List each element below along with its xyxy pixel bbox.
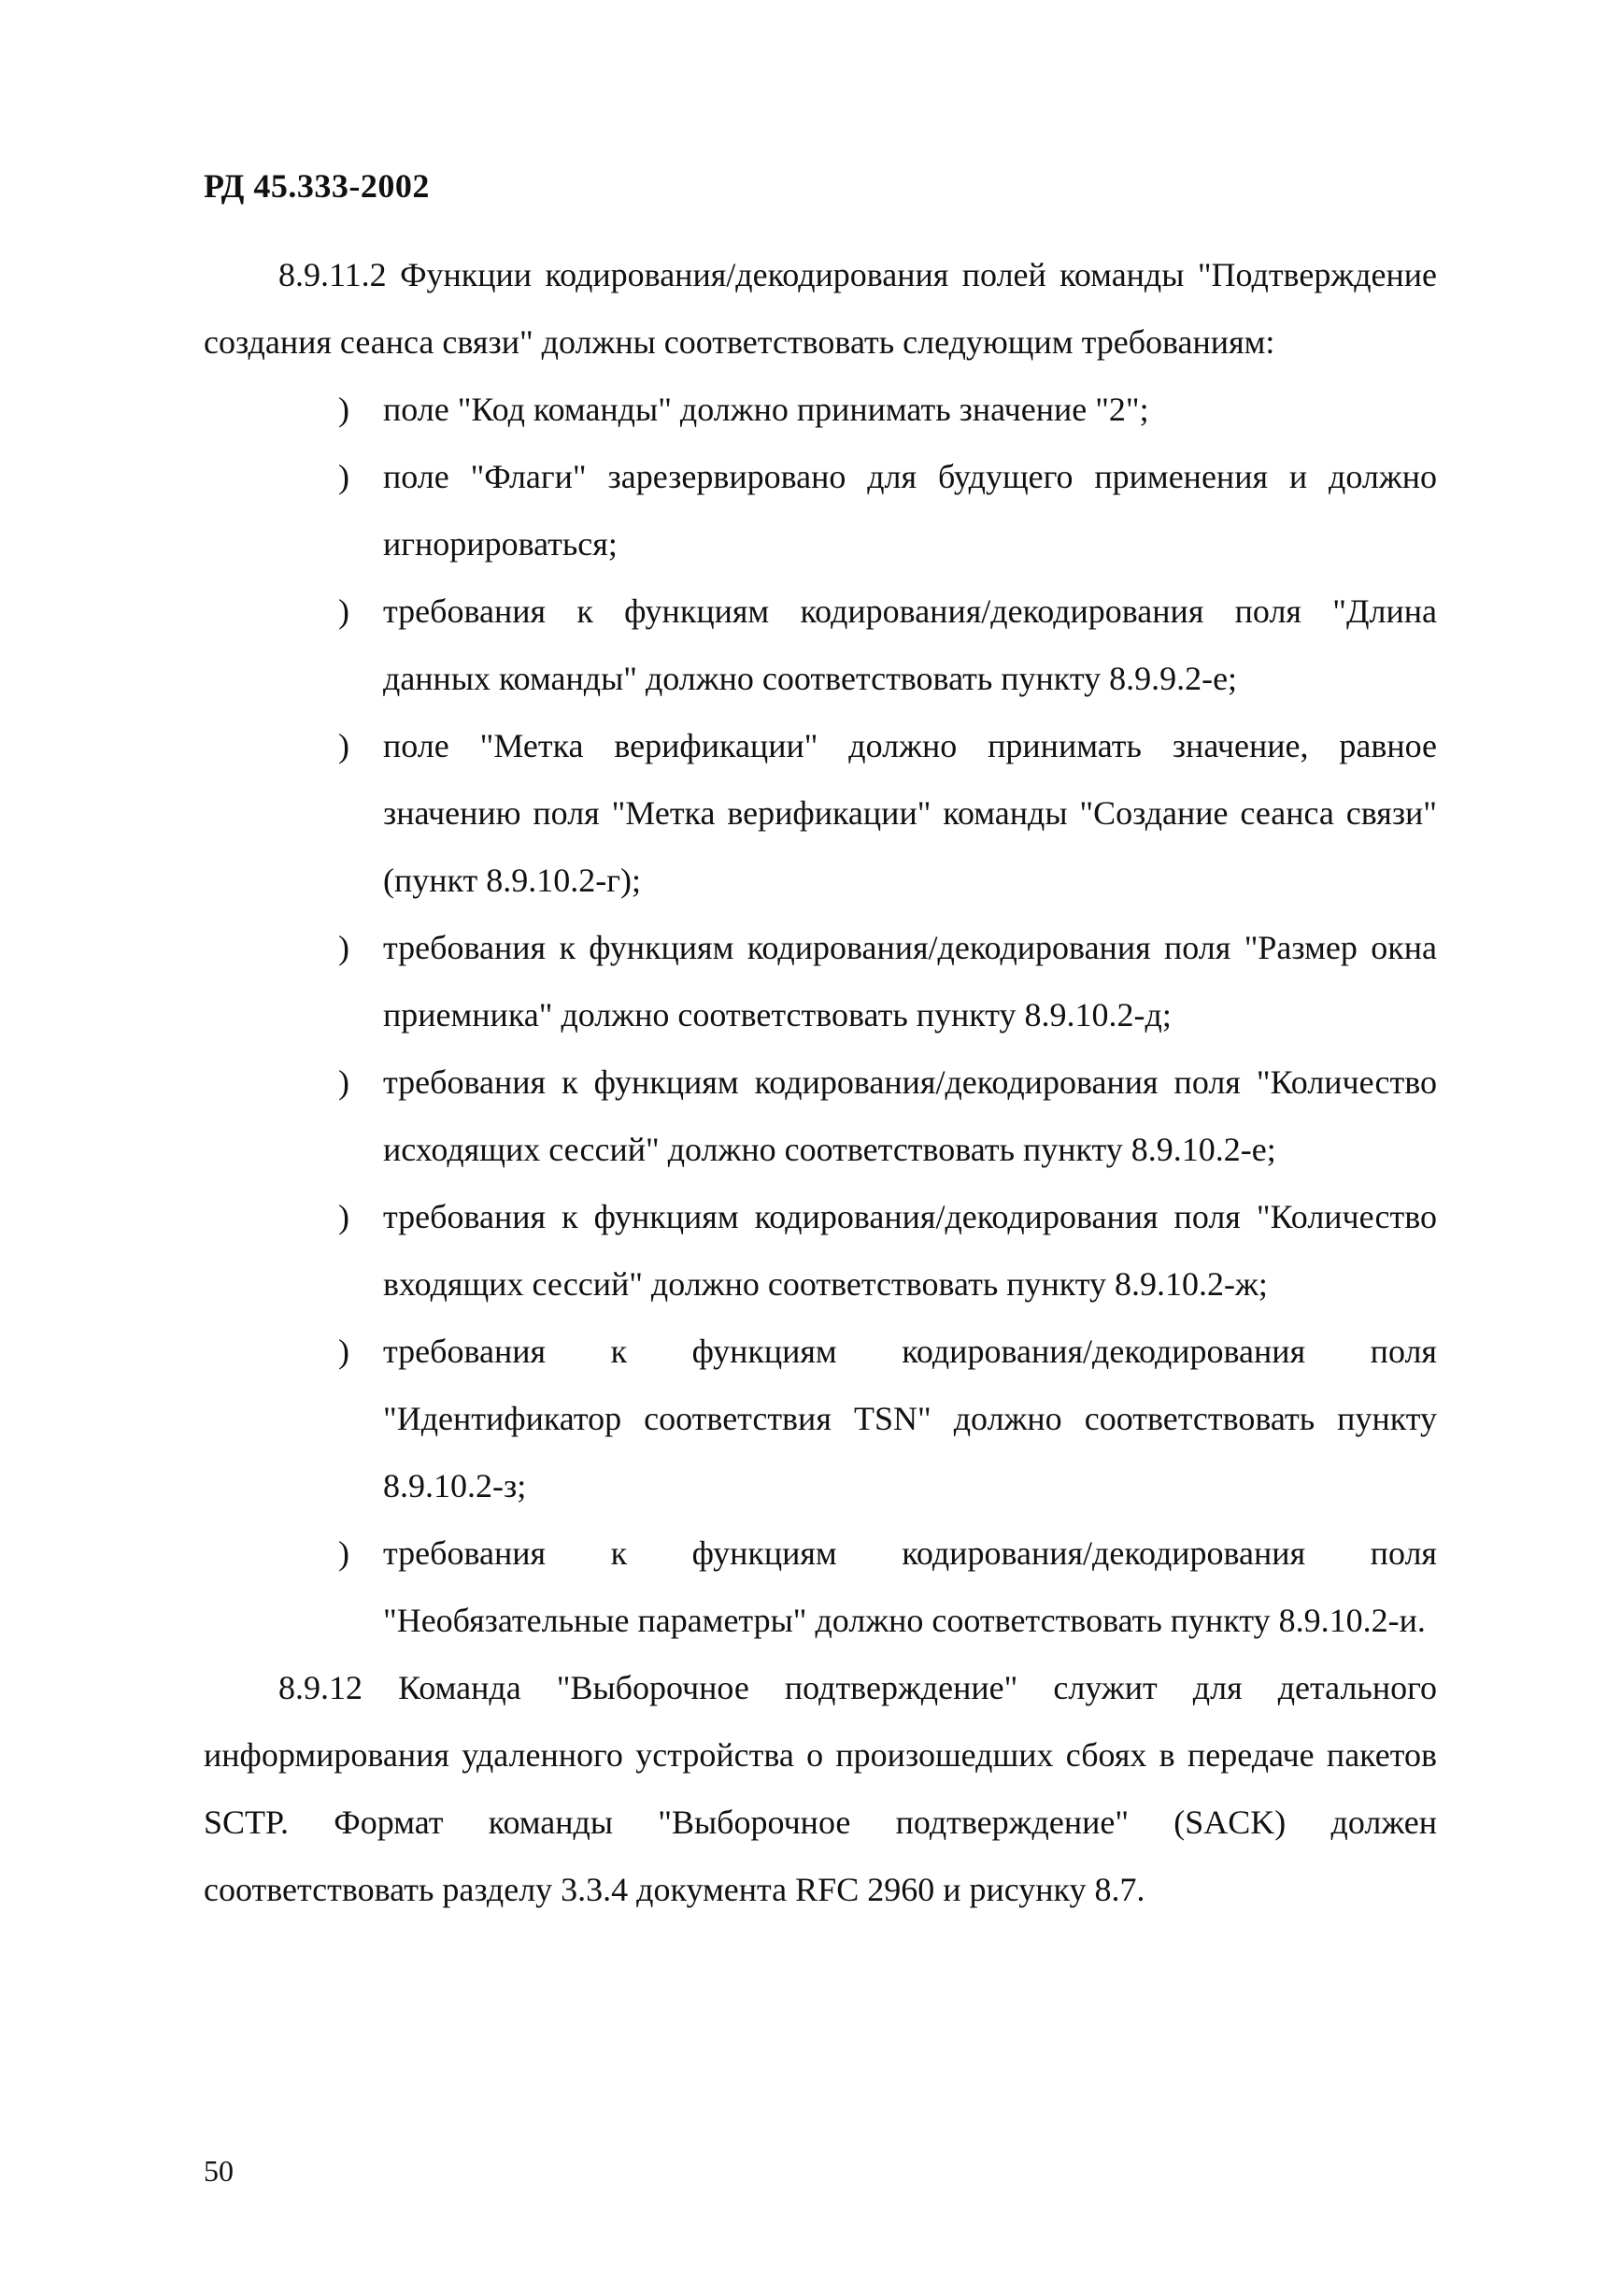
list-item-marker: ) [338,727,349,764]
list-item-text: поле "Код команды" должно принимать значение "2"; [383,391,1149,428]
list-item-marker: ) [338,929,349,966]
list-item [204,712,1437,914]
section-8-9-11-2-intro: 8.9.11.2 Функции кодирования/декодирования полей команды "Подтверждение создания сеанса связи" должны соответствовать следующим требованиям: [204,256,1437,361]
list-item-text: поле "Метка верификации" должно принимать значение, равное значению поля "Метка верификации" команды "Создание сеанса связи" (пункт 8.9.10.2-г); [383,727,1437,899]
document-code-header: РД 45.333-2002 [204,167,430,205]
list-item-marker: ) [338,1534,349,1572]
list-item [204,578,1437,712]
page-number: 50 [204,2154,234,2188]
list-item [204,376,1437,443]
list-item-text: требования к функциям кодирования/декодирования поля "Необязательные параметры" должно соответствовать пункту 8.9.10.2-и. [383,1534,1437,1639]
list-item-text: требования к функциям кодирования/декодирования поля "Идентификатор соответствия TSN" должно соответствовать пункту 8.9.10.2-з; [383,1333,1437,1505]
list-item-text: требования к функциям кодирования/декодирования поля "Количество исходящих сессий" должно соответствовать пункту 8.9.10.2-е; [383,1063,1437,1168]
list-item-text: требования к функциям кодирования/декодирования поля "Количество входящих сессий" должно соответствовать пункту 8.9.10.2-ж; [383,1198,1437,1303]
list-item-marker: ) [338,391,349,428]
list-item-marker: ) [338,458,349,495]
list-item [204,1183,1437,1318]
list-item-marker: ) [338,1333,349,1370]
list-item [204,1048,1437,1183]
list-item-marker: ) [338,1198,349,1235]
list-item-text: требования к функциям кодирования/декодирования поля "Длина данных команды" должно соответствовать пункту 8.9.9.2-е; [383,592,1437,697]
list-item-text: требования к функциям кодирования/декодирования поля "Размер окна приемника" должно соответствовать пункту 8.9.10.2-д; [383,929,1437,1034]
document-body [204,241,1437,1923]
list-item [204,1519,1437,1654]
list-item [204,914,1437,1048]
section-8-9-12-paragraph: 8.9.12 Команда "Выборочное подтверждение" служит для детального информирования удаленного устройства о произошедших сбоях в передаче пакетов SCTP. Формат команды "Выборочное подтверждение" (SACK) должен соответствовать разделу 3.3.4 документа RFC 2960 и рисунку 8.7. [204,1669,1437,1908]
requirements-list [204,376,1437,1654]
list-item [204,1318,1437,1519]
list-item-marker: ) [338,592,349,630]
list-item-text: поле "Флаги" зарезервировано для будущего применения и должно игнорироваться; [383,458,1437,563]
list-item [204,443,1437,578]
list-item-marker: ) [338,1063,349,1101]
